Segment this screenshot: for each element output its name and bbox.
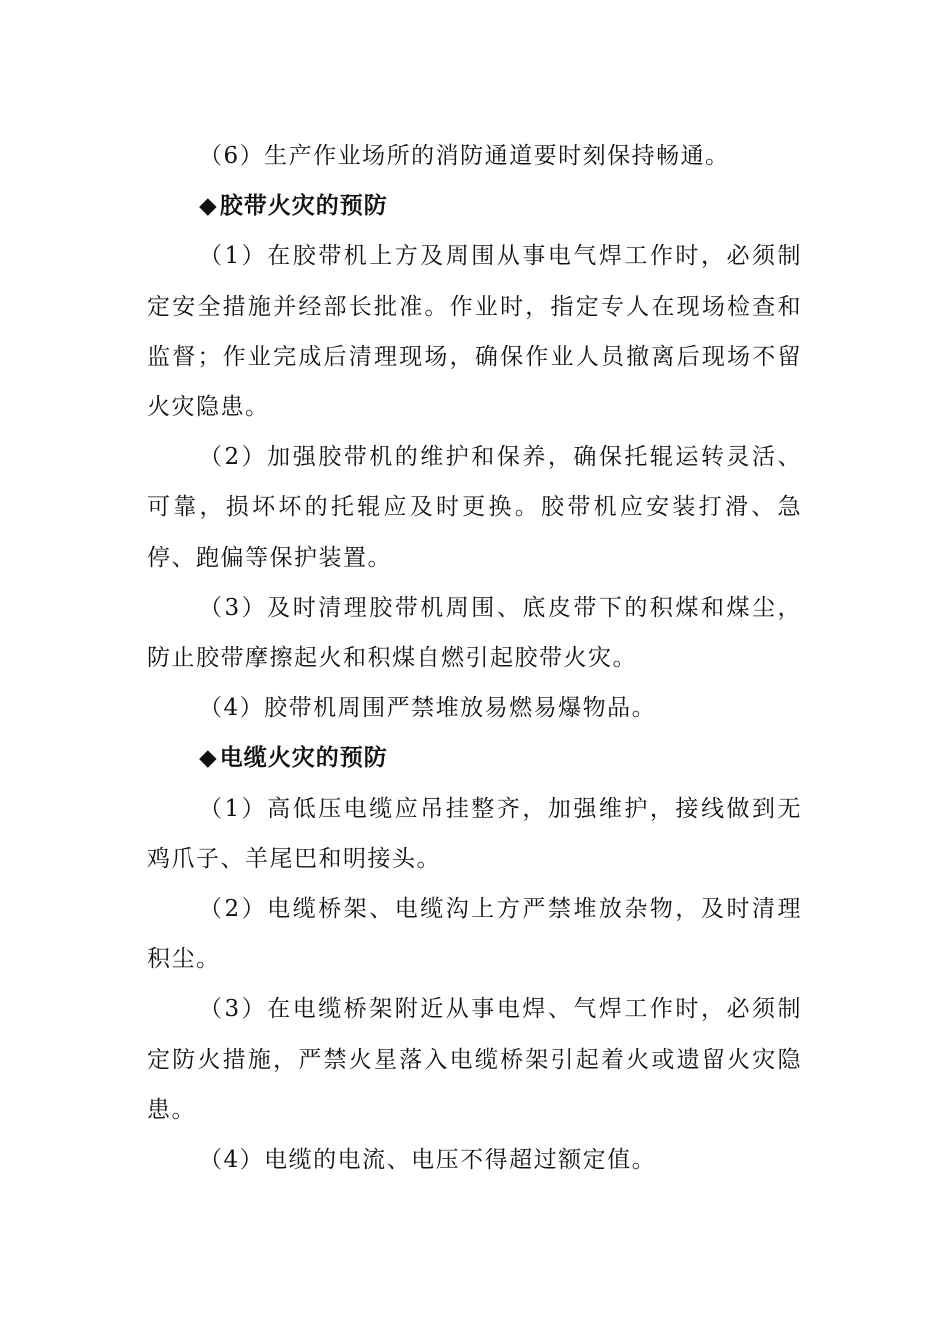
paragraph-cable-3: （3）在电缆桥架附近从事电焊、气焊工作时，必须制定防火措施，严禁火星落入电缆桥架引起着火或遗留火灾隐患。 <box>147 996 802 1123</box>
document-page <box>147 131 802 1185</box>
paragraph-belt-1: （1）在胶带机上方及周围从事电气焊工作时，必须制定安全措施并经部长批准。作业时，指定专人在现场检查和监督；作业完成后清理现场，确保作业人员撤离后现场不留火灾隐患。 <box>147 243 802 421</box>
paragraph-fire-passage: （6）生产作业场所的消防通道要时刻保持畅通。 <box>199 143 730 169</box>
section-heading-text: 电缆火灾的预防 <box>219 745 388 772</box>
paragraph-belt-3: （3）及时清理胶带机周围、底皮带下的积煤和煤尘，防止胶带摩擦起火和积煤自燃引起胶带火灾。 <box>147 594 802 672</box>
section-heading-belt-fire <box>147 181 802 231</box>
diamond-bullet-icon: ◆ <box>199 193 218 220</box>
paragraph-cable-1: （1）高低压电缆应吊挂整齐，加强维护，接线做到无鸡爪子、羊尾巴和明接头。 <box>147 795 802 872</box>
paragraph-cable-4: （4）电缆的电流、电压不得超过额定值。 <box>199 1147 657 1174</box>
section-heading-cable-fire <box>147 733 802 783</box>
diamond-bullet-icon: ◆ <box>199 745 218 772</box>
section-heading-text: 胶带火灾的预防 <box>219 193 388 220</box>
paragraph-belt-2: （2）加强胶带机的维护和保养，确保托辊运转灵活、可靠，损坏坏的托辊应及时更换。胶带机应安装打滑、急停、跑偏等保护装置。 <box>147 444 802 571</box>
paragraph-belt-4: （4）胶带机周围严禁堆放易燃易爆物品。 <box>199 695 657 722</box>
paragraph-cable-2: （2）电缆桥架、电缆沟上方严禁堆放杂物，及时清理积尘。 <box>147 896 802 973</box>
